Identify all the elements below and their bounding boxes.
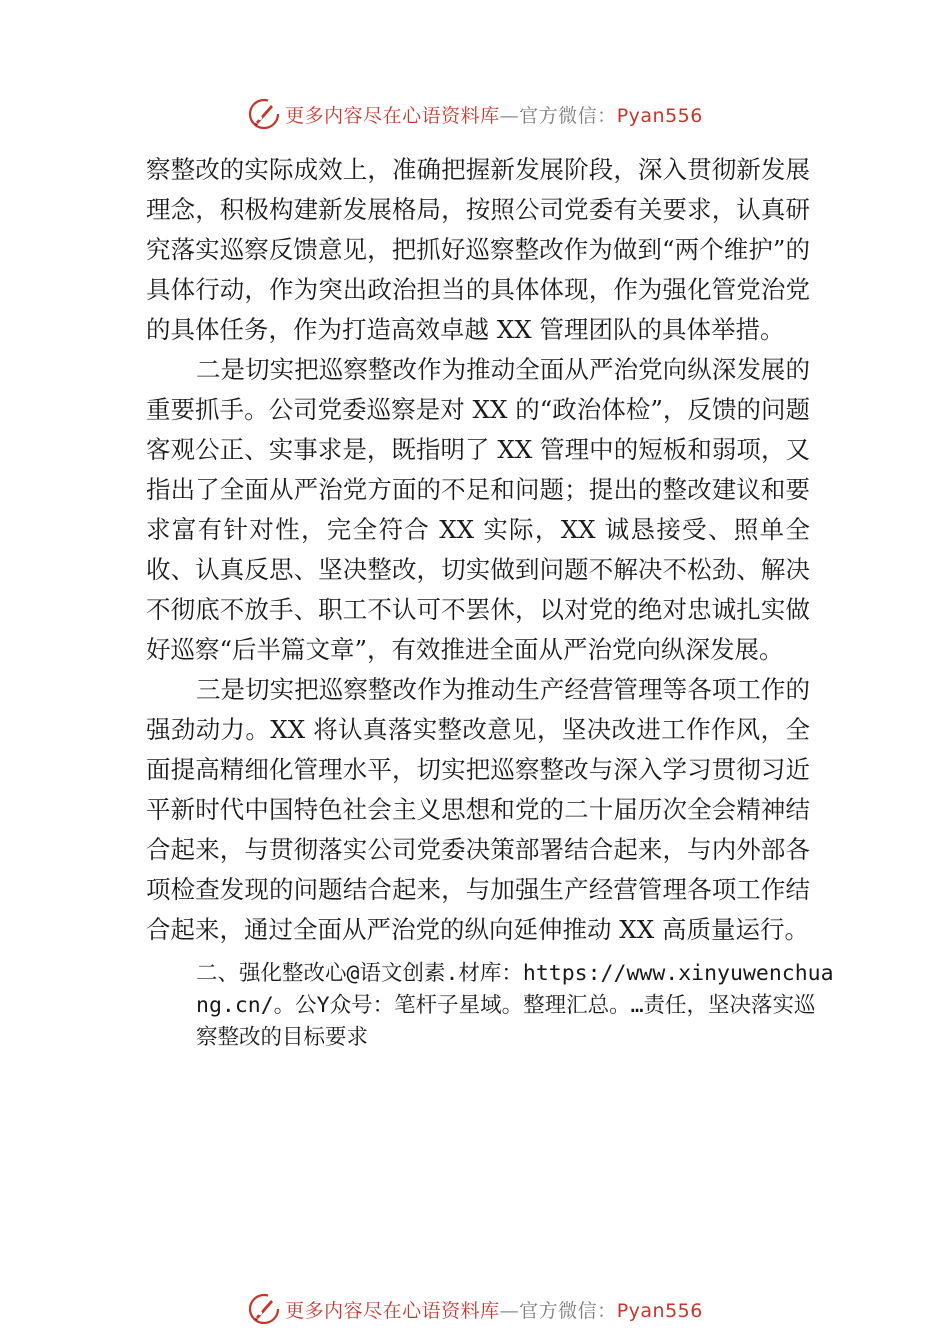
banner-text <box>285 1296 703 1323</box>
section-heading: 二、强化整改心@语文创素.材库：https://www.xinyuwenchuang.cn/。公Y众号：笔杆子星域。整理汇总。…责任，坚决落实巡察整改的目标要求 <box>196 961 834 1050</box>
banner-wechat-id: Pyan556 <box>616 104 703 127</box>
banner-wechat-label: 官方微信： <box>519 1299 617 1322</box>
brush-logo-icon <box>247 1292 281 1326</box>
banner-dash: — <box>499 104 520 127</box>
paragraph-point-two: 二是切实把巡察整改作为推动全面从严治党向纵深发展的重要抓手。公司党委巡察是对 XX 的“政治体检”，反馈的问题客观公正、实事求是，既指明了 XX 管理中的短板和弱项，又指出了全面从严治党方面的不足和问题；提出的整改建议和要求富有针对性，完全符合 XX 实际，XX 诚恳接受、照单全收、认真反思、坚决整改，切实做到问题不解决不松劲、解决不彻底不放手、职工不认可不罢休，以对党的绝对忠诚扎实做好巡察“后半篇文章”，有效推进全面从严治党向纵深发展。 <box>146 355 810 664</box>
banner-main: 更多内容尽在心语资料库 <box>285 104 500 127</box>
banner-text <box>285 101 703 128</box>
paragraph-continuation: 察整改的实际成效上，准确把握新发展阶段，深入贯彻新发展理念，积极构建新发展格局，按照公司党委有关要求，认真研究落实巡察反馈意见，把抓好巡察整改作为做到“两个维护”的具体行动，作为突出政治担当的具体体现，作为强化管党治党的具体任务，作为打造高效卓越 XX 管理团队的具体举措。 <box>146 155 810 344</box>
banner-main: 更多内容尽在心语资料库 <box>285 1299 500 1322</box>
brush-logo-icon <box>247 97 281 131</box>
footer-banner <box>0 1291 950 1327</box>
banner-dash: — <box>499 1299 520 1322</box>
banner-wechat-id: Pyan556 <box>616 1299 703 1322</box>
banner-wechat-label: 官方微信： <box>519 104 617 127</box>
document-body <box>146 150 834 1054</box>
paragraph-point-three: 三是切实把巡察整改作为推动生产经营管理等各项工作的强劲动力。XX 将认真落实整改意见，坚决改进工作作风，全面提高精细化管理水平，切实把巡察整改与深入学习贯彻习近平新时代中国特色社会主义思想和党的二十届历次全会精神结合起来，与贯彻落实公司党委决策部署结合起来，与内外部各项检查发现的问题结合起来，与加强生产经营管理各项工作结合起来，通过全面从严治党的纵向延伸推动 XX 高质量运行。 <box>146 675 810 944</box>
header-banner <box>0 96 950 132</box>
